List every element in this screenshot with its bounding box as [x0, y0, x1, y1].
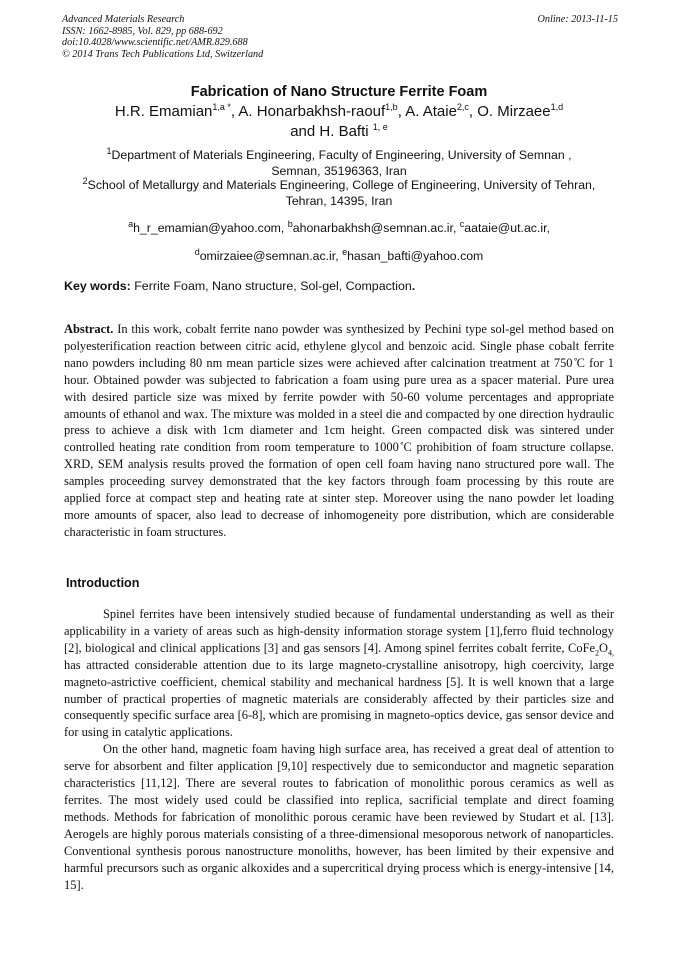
journal-name: Advanced Materials Research [62, 14, 185, 25]
keywords-text: Ferrite Foam, Nano structure, Sol-gel, Compaction [130, 279, 412, 293]
author-name: A. Honarbakhsh-raouf [238, 103, 386, 120]
paragraph [64, 606, 614, 741]
paragraph-text: Spinel ferrites have been intensively studied because of fundamental understanding as well as their applicability in a variety of areas such as high-density information storage system [1],ferro fluid technology [2], biological and clinical applications [3] and gas sensors [4]. Among spinel ferrites cobalt ferrite, CoFe [64, 607, 614, 655]
email-d[interactable]: omirzaiee@semnan.ac.ir [199, 249, 336, 263]
abstract [64, 321, 614, 541]
online-date: Online: 2013-11-15 [537, 14, 618, 25]
paragraph: On the other hand, magnetic foam having high surface area, has received a great deal of attention to serve for absorbent and filter application [9,10] respectively due to semiconductor and magnetic separation characteristics [11,12]. There are several routes to fabrication of monolithic porous ceramics as well as ferrites. The most widely used could be classified into replica, sacrificial template and direct foaming methods. Methods for fabrication of monolithic porous ceramic have been reviewed by Studart et al. [13]. Aerogels are highly porous materials consisting of a three-dimensional mesoporous network of nanoparticles. Conventional synthesis porous nanostructure monoliths, however, has been limited by their expensive and harmful precursors such as organic alkoxides and a supercritical drying process which is energy-intensive [14, 15]. [64, 742, 614, 892]
paragraph-text: has attracted considerable attention due to its large magneto-crystalline anisotropy, high coercivity, large magneto-astrictive coefficient, chemical stability and mechanical hardness [5]. It is well known that a large number of practical properties of magnetic materials are considerably affected by their particles size and consequently specific surface area [6-8], which are promising in magneto-optics device, gas sensor device and for using in catalytic applications. [64, 657, 614, 740]
author-name: O. Mirzaee [477, 103, 551, 120]
author-name: A. Ataie [405, 103, 457, 120]
email-b[interactable]: ahonarbakhsh@semnan.ac.ir [292, 221, 453, 235]
affiliation-line: Department of Materials Engineering, Faculty of Engineering, University of Semnan , [111, 148, 572, 162]
email-a[interactable]: h_r_emamian@yahoo.com [133, 221, 281, 235]
subscript: 2 [595, 648, 600, 658]
affiliation-1 [0, 145, 678, 179]
keywords: Key words: Ferrite Foam, Nano structure, Sol-gel, Compaction. [64, 279, 416, 293]
abstract-text: In this work, cobalt ferrite nano powder was synthesized by Pechini type sol-gel method based on polyesterification reaction between citric acid, ethylene glycol and benzoic acid. Single phase cobalt ferrite nano powders including 80 nm mean particle sizes were achieved after calcination treatment at 750 ̊C for 1 hour. Obtained powder was subjected to fabrication a foam using pure urea as a spacer material. Pure urea with desired particle size was mixed by ferrite powder with 50-60 volume percentages and appropriate amounts of ethanol and wax. The mixture was molded in a steel die and compacted by one direction hydraulic press to achieve a disk with 1cm diameter and 1cm height. Green compacted disk was sintered under controlled heating rate condition from room temperature to 1000 ̊C prohibition of foam structure collapse. XRD, SEM analysis results proved the formation of open cell foam having nano structured pore wall. The samples proceeding survey demonstrated that the key factors through foam processing by this route are applied force at compact step and heating rate at sinter step. Moreover using the nano powder let loading more amounts of spacer, also lead to decrease of inhomogeneity pore distribution, which are considerable characteristic in foam structures. [64, 322, 614, 539]
email-sup: c [459, 218, 465, 229]
email-line-2: $^d$omirzaiee@semnan.ac.ir, $^e$hasan_bafti@yahoo.com [194, 246, 484, 263]
affiliation-line: School of Metallurgy and Materials Engineering, College of Engineering, University of Tehran, [87, 178, 596, 192]
email-c[interactable]: aataie@ut.ac.ir [464, 221, 547, 235]
paper-title: Fabrication of Nano Structure Ferrite Foam [190, 84, 488, 100]
doi: doi:10.4028/www.scientific.net/AMR.829.688 [62, 37, 248, 49]
affiliation-line: Semnan, 35196363, Iran [271, 163, 407, 178]
author-sup: 1,b [385, 102, 398, 112]
author-sup: 1,a * [212, 102, 231, 112]
email-sup: d [194, 246, 200, 257]
email-sup: e [342, 246, 348, 257]
affiliation-sup: 1 [106, 145, 112, 156]
journal-header [62, 14, 618, 60]
copyright: © 2014 Trans Tech Publications Ltd, Switzerland [62, 48, 264, 60]
paragraph-text: O [599, 640, 608, 655]
author-sup: 1, e [372, 122, 388, 132]
author-sup: 1,d [550, 102, 564, 112]
email-sup: b [287, 218, 293, 229]
author-list: H.R. Emamian$^{1,a *}$, A. Honarbakhsh-raouf$^{1,b}$, A. Ataie$^{2,c}$, O. Mirzaee$^{1,d}$ and H. Bafti $^{1, e}$ [114, 102, 564, 140]
subscript: 4, [608, 648, 614, 658]
affiliation-2 [0, 175, 678, 209]
affiliation-line: Tehran, 14395, Iran [285, 193, 393, 208]
author-name: H.R. Emamian [114, 103, 213, 120]
author-sup: 2,c [456, 102, 469, 112]
section-heading-introduction: Introduction [66, 576, 140, 590]
introduction-body [64, 606, 614, 893]
author-name: and H. Bafti [290, 123, 369, 140]
issn: ISSN: 1662-8985, Vol. 829, pp 688-692 [62, 25, 223, 37]
email-line-1: $^a$h_r_emamian@yahoo.com, $^b$ahonarbakhsh@semnan.ac.ir, $^c$aataie@ut.ac.ir, [128, 218, 550, 235]
affiliation-sup: 2 [82, 175, 88, 186]
abstract-label: Abstract. [64, 322, 114, 336]
email-sup: a [128, 218, 134, 229]
keywords-label: Key words: [64, 279, 131, 293]
email-e[interactable]: hasan_bafti@yahoo.com [347, 249, 484, 263]
